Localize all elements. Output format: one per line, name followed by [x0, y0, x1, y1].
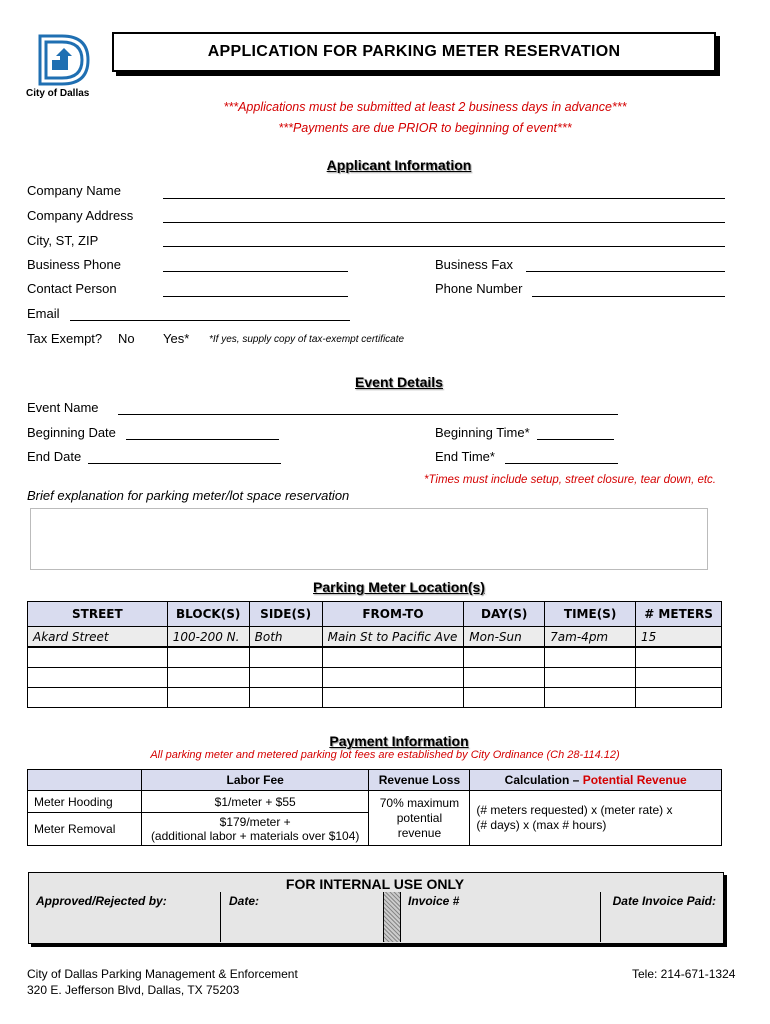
end-time-field[interactable]: [505, 463, 618, 464]
column-header-meters: # METERS: [636, 602, 722, 627]
invoice-field[interactable]: Invoice #: [400, 892, 601, 942]
column-header-days: DAY(S): [464, 602, 545, 627]
event-name-label: Event Name: [27, 400, 99, 415]
explanation-label: Brief explanation for parking meter/lot space reservation: [27, 488, 350, 503]
meter-location-heading: Parking Meter Location(s): [313, 579, 485, 595]
footer-org: City of Dallas Parking Management & Enforcement: [27, 967, 298, 981]
calculation-value: (# meters requested) x (meter rate) x (# days) x (max # hours): [470, 791, 722, 846]
end-date-label: End Date: [27, 449, 82, 464]
payment-info-heading: Payment Information: [329, 733, 469, 749]
beginning-time-field[interactable]: [537, 439, 614, 440]
page-title: APPLICATION FOR PARKING METER RESERVATION: [112, 32, 716, 72]
city-st-zip-field[interactable]: [163, 246, 725, 247]
revenue-loss-value: 70% maximum potential revenue: [369, 791, 470, 846]
company-name-label: Company Name: [27, 183, 121, 198]
date-invoice-paid-field[interactable]: Date Invoice Paid:: [612, 894, 716, 908]
applicant-info-heading: Applicant Information: [326, 157, 472, 173]
phone-number-field[interactable]: [532, 296, 725, 297]
city-st-zip-label: City, ST, ZIP: [27, 233, 99, 248]
explanation-textarea[interactable]: [30, 508, 708, 570]
notice-payment-due: ***Payments are due PRIOR to beginning of event***: [278, 121, 572, 135]
business-fax-field[interactable]: [526, 271, 725, 272]
business-fax-label: Business Fax: [435, 257, 514, 272]
notice-submission-deadline: ***Applications must be submitted at least 2 business days in advance***: [223, 100, 627, 114]
divider-hatch: [383, 892, 401, 942]
revenue-loss-header: Revenue Loss: [369, 770, 470, 791]
column-header-street: STREET: [28, 602, 168, 627]
date-field[interactable]: Date:: [229, 894, 260, 908]
fee-row-hooding: [28, 791, 722, 813]
logo-text: City of Dallas: [26, 88, 90, 99]
end-time-label: End Time*: [435, 449, 495, 464]
meter-removal-fee: $179/meter + (additional labor + materials over $104): [141, 813, 369, 846]
company-address-label: Company Address: [27, 208, 134, 223]
beginning-date-field[interactable]: [126, 439, 279, 440]
column-header-sides: SIDE(S): [249, 602, 322, 627]
ordinance-note: All parking meter and metered parking lot fees are established by City Ordinance (Ch 28-114.12): [150, 749, 620, 761]
event-details-heading: Event Details: [355, 374, 443, 390]
column-header-blocks: BLOCK(S): [167, 602, 249, 627]
cell-days: Mon-Sun: [464, 627, 545, 648]
company-name-field[interactable]: [163, 198, 725, 199]
footer-phone: Tele: 214-671-1324: [632, 967, 736, 981]
cell-blocks: 100-200 N.: [167, 627, 249, 648]
meter-hooding-fee: $1/meter + $55: [141, 791, 369, 813]
tax-exempt-no-option[interactable]: No: [118, 331, 135, 346]
fee-table: [27, 769, 722, 846]
meter-location-table: [27, 601, 722, 708]
email-label: Email: [27, 306, 60, 321]
tax-exempt-note: *If yes, supply copy of tax-exempt certificate: [209, 334, 405, 345]
table-row-example: [28, 627, 722, 648]
table-row[interactable]: [28, 668, 722, 688]
contact-person-field[interactable]: [163, 296, 348, 297]
potential-revenue-label: Potential Revenue: [582, 773, 687, 787]
fee-header-row: [28, 770, 722, 791]
meter-removal-label: Meter Removal: [28, 813, 142, 846]
meter-hooding-label: Meter Hooding: [28, 791, 142, 813]
column-header-times: TIME(S): [545, 602, 636, 627]
end-date-field[interactable]: [88, 463, 281, 464]
table-row[interactable]: [28, 688, 722, 708]
company-address-field[interactable]: [163, 222, 725, 223]
times-note: *Times must include setup, street closure, tear down, etc.: [424, 474, 716, 486]
business-phone-label: Business Phone: [27, 257, 121, 272]
table-row[interactable]: [28, 647, 722, 668]
cell-sides: Both: [249, 627, 322, 648]
phone-number-label: Phone Number: [435, 281, 523, 296]
cell-street: Akard Street: [28, 627, 168, 648]
labor-fee-header: Labor Fee: [141, 770, 369, 791]
tax-exempt-yes-option[interactable]: Yes*: [163, 331, 190, 346]
contact-person-label: Contact Person: [27, 281, 117, 296]
event-name-field[interactable]: [118, 414, 618, 415]
approved-by-field[interactable]: Approved/Rejected by:: [28, 892, 221, 942]
beginning-time-label: Beginning Time*: [435, 425, 530, 440]
table-header-row: [28, 602, 722, 627]
internal-use-title: FOR INTERNAL USE ONLY: [285, 876, 465, 892]
footer-address: 320 E. Jefferson Blvd, Dallas, TX 75203: [27, 983, 240, 997]
tax-exempt-label: Tax Exempt?: [27, 331, 103, 346]
cell-times: 7am-4pm: [545, 627, 636, 648]
calculation-header: Calculation – Potential Revenue: [470, 770, 722, 791]
email-field[interactable]: [70, 320, 350, 321]
business-phone-field[interactable]: [163, 271, 348, 272]
beginning-date-label: Beginning Date: [27, 425, 116, 440]
column-header-from-to: FROM-TO: [322, 602, 464, 627]
cell-from-to: Main St to Pacific Ave: [322, 627, 464, 648]
cell-meters: 15: [636, 627, 722, 648]
